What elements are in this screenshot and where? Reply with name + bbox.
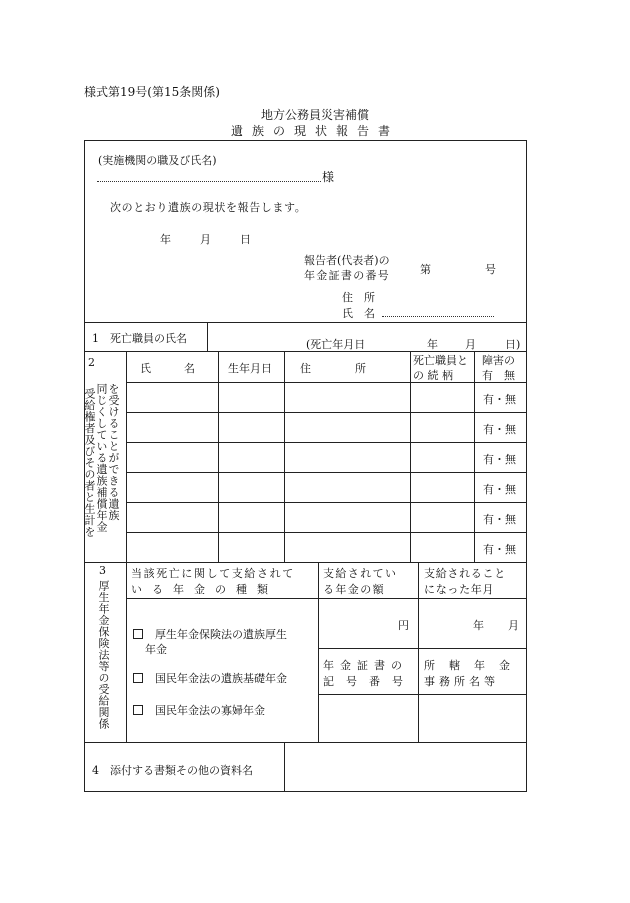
s2-row2-disability[interactable]: 有・無 — [483, 423, 516, 436]
s3-office2: 事務所名等 — [424, 675, 499, 688]
section3-number: 3 — [99, 564, 106, 577]
reporter-address-label: 住 所 — [342, 291, 375, 304]
section4-label: 4 添付する書類その他の資料名 — [92, 764, 253, 777]
s3-option2[interactable]: 国民年金法の遺族基礎年金 — [133, 670, 287, 686]
section1-month: 月 — [465, 338, 476, 351]
section1-death-date: (死亡年月日 — [306, 338, 366, 351]
checkbox-icon[interactable] — [133, 629, 143, 639]
s2-header-disability1: 障害の — [482, 354, 515, 367]
s3-header-amount2: る年金の額 — [323, 583, 385, 596]
divider-s2-h3 — [126, 472, 527, 473]
section2-number: 2 — [88, 356, 95, 369]
s3-option1[interactable]: 厚生年金保険法の遺族厚生 — [133, 626, 287, 642]
reporter-name-label: 氏 名 — [342, 307, 375, 320]
addressee-label: (実施機関の職及び氏名) — [98, 154, 217, 167]
title-line1: 地方公務員災害補償 — [260, 108, 369, 122]
divider-s4-v — [284, 742, 285, 792]
s3-header-date1: 支給されること — [424, 567, 506, 580]
s3-year: 年 — [473, 619, 484, 632]
section2-vertical-col1: 同じくしている遺族補償年金 — [95, 383, 108, 533]
section3-vertical: 厚生年金保険法等の受給関係 — [97, 580, 110, 730]
date-month: 月 — [200, 233, 211, 246]
divider-s1-v — [207, 322, 208, 351]
s2-row6-disability[interactable]: 有・無 — [483, 543, 516, 556]
reporter-go: 号 — [485, 263, 496, 276]
divider-s3-h2 — [318, 694, 527, 695]
s2-header-disability2: 有 無 — [482, 369, 515, 382]
s3-header-amount1: 支給されてい — [323, 567, 398, 580]
divider-s3-h1 — [318, 648, 527, 649]
divider-s1-top — [84, 322, 527, 323]
reporter-dai: 第 — [420, 263, 431, 276]
form-number: 様式第19号(第15条関係) — [84, 85, 220, 99]
divider-s3-v1 — [318, 562, 319, 742]
s2-row1-disability[interactable]: 有・無 — [483, 393, 516, 406]
divider-s3-h0 — [126, 598, 527, 599]
s3-cert1: 年金証書の — [323, 659, 408, 672]
title-line2: 遺族の現状報告書 — [230, 124, 399, 138]
checkbox-icon[interactable] — [133, 673, 143, 683]
s2-header-relation1: 死亡職員と — [413, 354, 468, 367]
date-day: 日 — [240, 233, 251, 246]
section1-year: 年 — [427, 338, 438, 351]
reporter-pension-label2: 年金証書の番号 — [304, 269, 391, 282]
s2-row5-disability[interactable]: 有・無 — [483, 513, 516, 526]
reporter-pension-label1: 報告者(代表者)の — [304, 254, 390, 267]
intro-text: 次のとおり遺族の現状を報告します。 — [110, 201, 307, 214]
divider-s2-h0 — [126, 382, 527, 383]
s3-option3[interactable]: 国民年金法の寡婦年金 — [133, 702, 265, 718]
section1-label: 1 死亡職員の氏名 — [92, 332, 187, 345]
addressee-line[interactable] — [97, 181, 321, 182]
checkbox-icon[interactable] — [133, 705, 143, 715]
divider-s2-h4 — [126, 502, 527, 503]
s2-row3-disability[interactable]: 有・無 — [483, 453, 516, 466]
reporter-name-line[interactable] — [382, 316, 494, 317]
s3-office1: 所轄年金 — [424, 659, 524, 672]
date-year: 年 — [160, 233, 171, 246]
s2-header-birth: 生年月日 — [228, 362, 272, 375]
s3-month: 月 — [508, 619, 519, 632]
divider-s4-top — [84, 742, 527, 743]
s3-header-date2: になった年月 — [424, 583, 495, 596]
s2-header-address: 住 所 — [300, 362, 366, 375]
s3-header-kind1: 当該死亡に関して支給されて — [131, 567, 295, 580]
divider-s2-h5 — [126, 532, 527, 533]
s3-option1-cont: 年金 — [145, 643, 167, 656]
s2-header-relation2: の 続 柄 — [413, 369, 453, 382]
divider-s3-v2 — [418, 562, 419, 742]
honorific: 様 — [322, 170, 335, 184]
section2-vertical-col2: 受給権者及びその者と生計を — [83, 388, 96, 538]
section2-vertical-top: を受けることができる遺族 — [107, 383, 120, 521]
s3-header-kind2: いる年金の種類 — [131, 583, 278, 596]
s2-row4-disability[interactable]: 有・無 — [483, 483, 516, 496]
s2-header-name: 氏 名 — [140, 362, 195, 375]
divider-s3-v0 — [126, 562, 127, 742]
divider-s3-top — [84, 562, 527, 563]
divider-s2-h2 — [126, 442, 527, 443]
s3-cert2: 記号番号 — [323, 675, 415, 688]
s3-yen: 円 — [398, 619, 409, 632]
divider-s2-h1 — [126, 412, 527, 413]
section1-day: 日) — [505, 338, 521, 351]
